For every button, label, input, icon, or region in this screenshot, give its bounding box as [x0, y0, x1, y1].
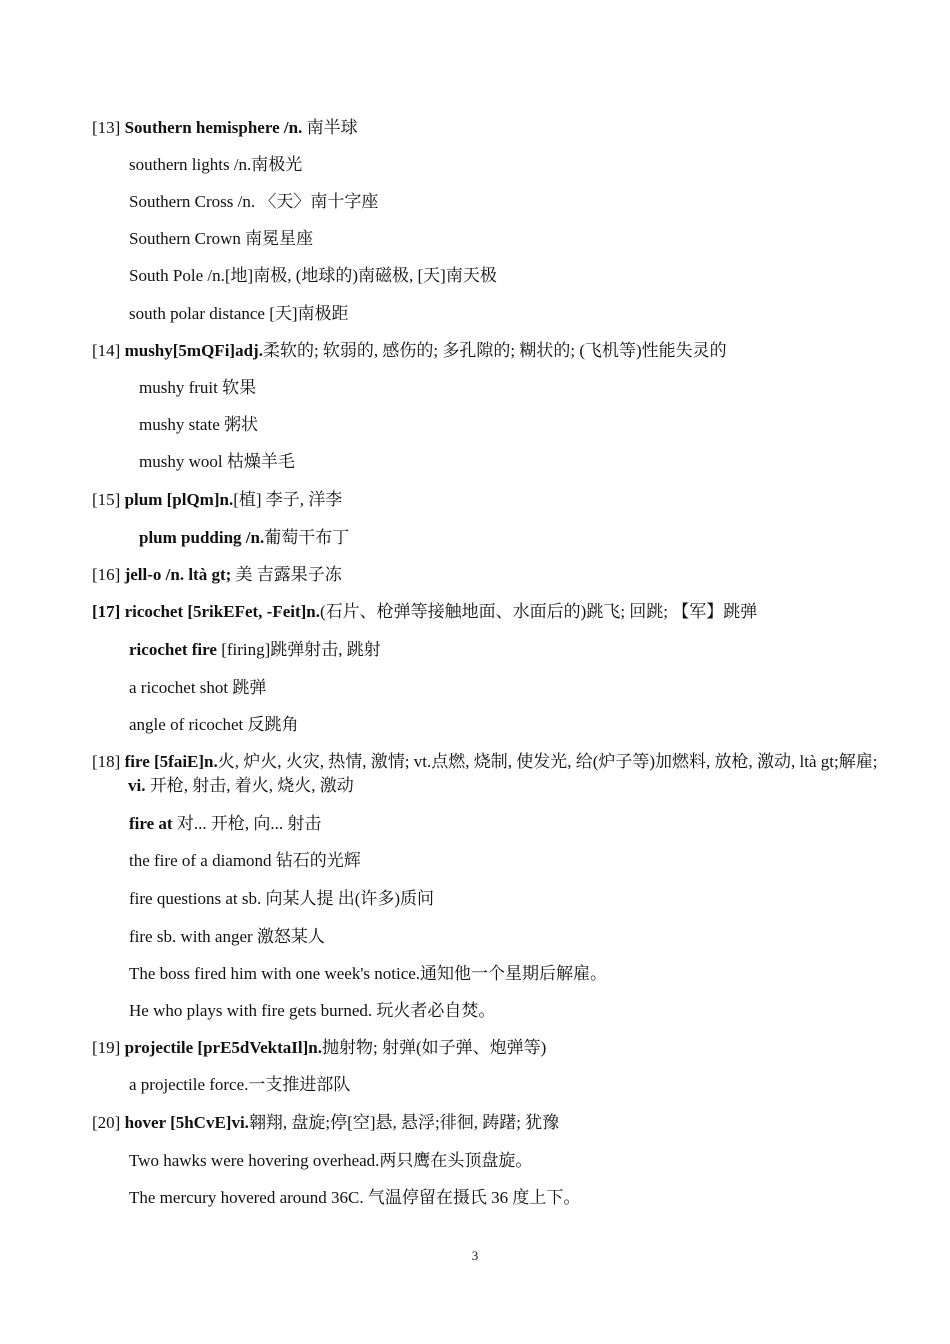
entry-15-sub-1 [139, 526, 349, 550]
entry-20 [92, 1111, 559, 1135]
page-number: 3 [471, 1248, 479, 1263]
entry-18-sub-5: The boss fired him with one week's notice.通知他一个星期后解雇。 [129, 964, 608, 983]
entry-20-sub-2: The mercury hovered around 36C. 气温停留在摄氏 36 度上下。 [129, 1188, 581, 1207]
entry-18 [92, 750, 898, 798]
entry-17 [92, 600, 757, 624]
entry-headword: hover [5hCvE]vi. [124, 1113, 249, 1132]
entry-13-sub-5: south polar distance [天]南极距 [129, 304, 349, 323]
entry-number: [19] [92, 1038, 121, 1057]
entry-definition: 南半球 [306, 118, 358, 137]
entry-headword: mushy[5mQFi]adj. [124, 341, 263, 360]
entry-18-sub-4: fire sb. with anger 激怒某人 [129, 927, 325, 946]
entry-18-sub-6: He who plays with fire gets burned. 玩火者必自焚。 [129, 1001, 496, 1020]
entry-14-sub-1: mushy fruit 软果 [139, 378, 257, 397]
entry-definition: 火, 炉火, 火灾, 热情, 激情; vt.点燃, 烧制, 使发光, 给(炉子等)加燃料, 放枪, 激动, ltà gt;解雇; [217, 752, 878, 771]
entry-number: [15] [92, 490, 121, 509]
entry-13-sub-2: Southern Cross /n. 〈天〉南十字座 [129, 192, 379, 211]
entry-headword: fire [5faiE]n. [124, 752, 218, 771]
sub-headword: ricochet fire [129, 640, 217, 659]
entry-headword: Southern hemisphere /n. [124, 118, 303, 137]
entry-19-sub-1: a projectile force.一支推进部队 [129, 1075, 351, 1094]
entry-definition: 抛射物; 射弹(如子弹、炮弹等) [321, 1038, 547, 1057]
entry-pos: vi. [128, 776, 146, 795]
entry-18-sub-1 [129, 812, 321, 836]
entry-definition: 柔软的; 软弱的, 感伤的; 多孔隙的; 糊状的; (飞机等)性能失灵的 [262, 341, 727, 360]
entry-14-sub-2: mushy state 粥状 [139, 415, 258, 434]
sub-headword: fire at [129, 814, 173, 833]
entry-17-sub-2: a ricochet shot 跳弹 [129, 678, 267, 697]
sub-headword: plum pudding /n. [139, 528, 265, 547]
entry-number: [14] [92, 341, 121, 360]
entry-number: [13] [92, 118, 121, 137]
entry-number: [16] [92, 565, 121, 584]
entry-17-sub-3: angle of ricochet 反跳角 [129, 715, 299, 734]
entry-19 [92, 1036, 546, 1060]
entry-15 [92, 488, 342, 512]
entry-13-sub-1: southern lights /n.南极光 [129, 155, 303, 174]
sub-definition: 葡萄干布丁 [264, 528, 350, 547]
entry-headword: ricochet [5rikEFet, -Feit]n. [124, 602, 321, 621]
entry-number: [17] [92, 602, 121, 621]
entry-number: [18] [92, 752, 121, 771]
entry-headword: plum [plQm]n. [124, 490, 234, 509]
entry-14 [92, 339, 727, 363]
entry-13-sub-4: South Pole /n.[地]南极, (地球的)南磁极, [天]南天极 [129, 266, 497, 285]
sub-definition: [firing]跳弹射击, 跳射 [216, 640, 381, 659]
entry-13 [92, 116, 358, 140]
entry-definition-2: 开枪, 射击, 着火, 烧火, 激动 [145, 776, 354, 795]
sub-definition: 对... 开枪, 向... 射击 [172, 814, 322, 833]
entry-13-sub-3: Southern Crown 南冕星座 [129, 229, 314, 248]
entry-16 [92, 563, 342, 587]
entry-definition: (石片、枪弹等接触地面、水面后的)跳飞; 回跳; 【军】跳弹 [320, 602, 758, 621]
entry-18-sub-3: fire questions at sb. 向某人提 出(许多)质问 [129, 889, 435, 908]
entry-18-sub-2: the fire of a diamond 钻石的光辉 [129, 851, 361, 870]
entry-definition: 美 吉露果子冻 [235, 565, 342, 584]
entry-headword: projectile [prE5dVektaIl]n. [124, 1038, 322, 1057]
entry-14-sub-3: mushy wool 枯燥羊毛 [139, 452, 295, 471]
entry-definition: 翱翔, 盘旋;停[空]悬, 悬浮;徘徊, 踌躇; 犹豫 [248, 1113, 560, 1132]
entry-20-sub-1: Two hawks were hovering overhead.两只鹰在头顶盘旋。 [129, 1151, 533, 1170]
entry-17-sub-1 [129, 638, 381, 662]
entry-number: [20] [92, 1113, 121, 1132]
entry-headword: jell-o /n. ltà gt; [124, 565, 232, 584]
entry-definition: [植] 李子, 洋李 [233, 490, 343, 509]
